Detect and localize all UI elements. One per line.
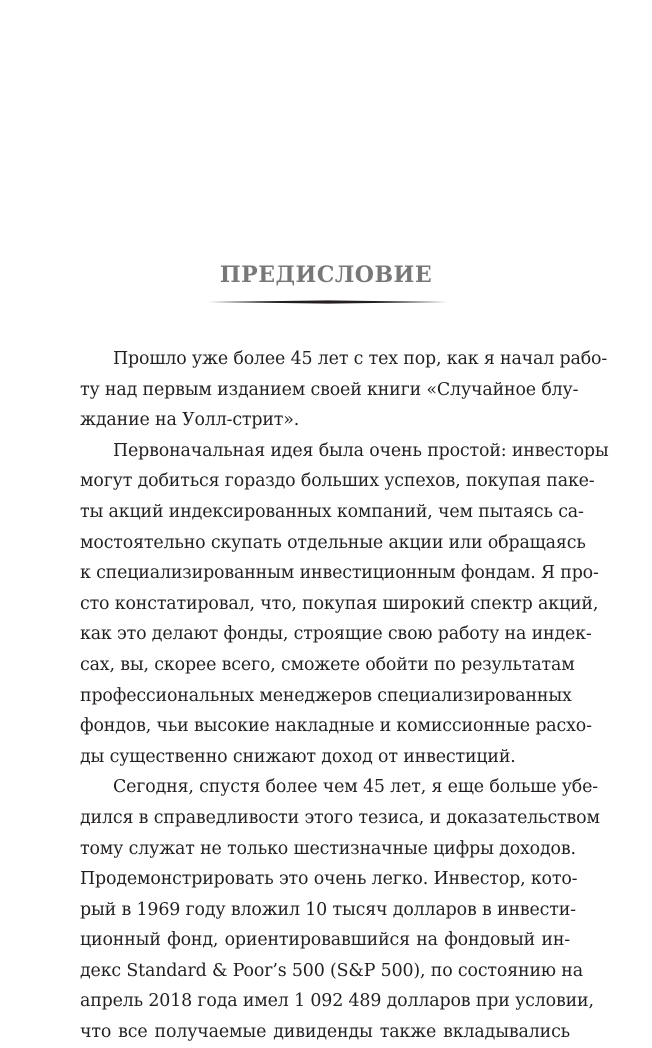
paragraph-line: как это делают фонды, строящие свою работу на индек- xyxy=(80,624,592,645)
paragraph-line: тому служат не только шестизначные цифры доходов. xyxy=(80,838,576,859)
paragraph-line: дился в справедливости этого тезиса, и доказательством xyxy=(80,807,600,828)
paragraph-line: декс Standard & Poor’s 500 (S&P 500), по состоянию на xyxy=(80,960,583,981)
chapter-heading: ПРЕДИСЛОВИЕ xyxy=(219,262,433,288)
paragraph-line: апрель 2018 года имел 1 092 489 долларов при условии, xyxy=(80,991,594,1012)
paragraph-line: Сегодня, спустя более чем 45 лет, я еще больше убе- xyxy=(113,777,598,798)
paragraph-line: фондов, чьи высокие накладные и комиссионные расхо- xyxy=(80,716,592,737)
paragraph-line: ту над первым изданием своей книги «Случайное блу- xyxy=(80,379,579,400)
tapered-rule-graphic xyxy=(208,300,448,304)
body-text xyxy=(80,344,609,1048)
paragraph-line: профессиональных менеджеров специализированных xyxy=(80,685,572,706)
paragraph-line: рый в 1969 году вложил 10 тысяч долларов в инвести- xyxy=(80,899,576,920)
paragraph-line: сто констатировал, что, покупая широкий спектр акций, xyxy=(80,593,599,614)
paragraph-line: Продемонстрировать это очень легко. Инвестор, кото- xyxy=(80,869,578,890)
tapered-rule-shape xyxy=(208,300,448,303)
paragraph-line: ды существенно снижают доход от инвестиций. xyxy=(80,746,516,767)
paragraph-line: мостоятельно скупать отдельные акции или обращаясь xyxy=(80,532,586,553)
paragraph-line: ждание на Уолл-стрит». xyxy=(80,410,300,431)
paragraph-line: ты акций индексированных компаний, чем пытаясь са- xyxy=(80,501,584,522)
paragraph-line: сах, вы, скорее всего, сможете обойти по результатам xyxy=(80,654,575,675)
paragraph-line: могут добиться гораздо больших успехов, покупая паке- xyxy=(80,471,595,492)
paragraph-line: ционный фонд, ориентировавшийся на фондовый ин- xyxy=(80,930,570,951)
paragraph-line: Первоначальная идея была очень простой: инвесторы xyxy=(113,440,609,461)
paragraph-line: Прошло уже более 45 лет с тех пор, как я начал рабо- xyxy=(113,349,608,369)
heading-rule xyxy=(208,300,448,304)
paragraph-line: что все получаемые дивиденды также вкладывались xyxy=(80,1022,570,1043)
paragraph-line: к специализированным инвестиционным фондам. Я про- xyxy=(80,563,599,584)
